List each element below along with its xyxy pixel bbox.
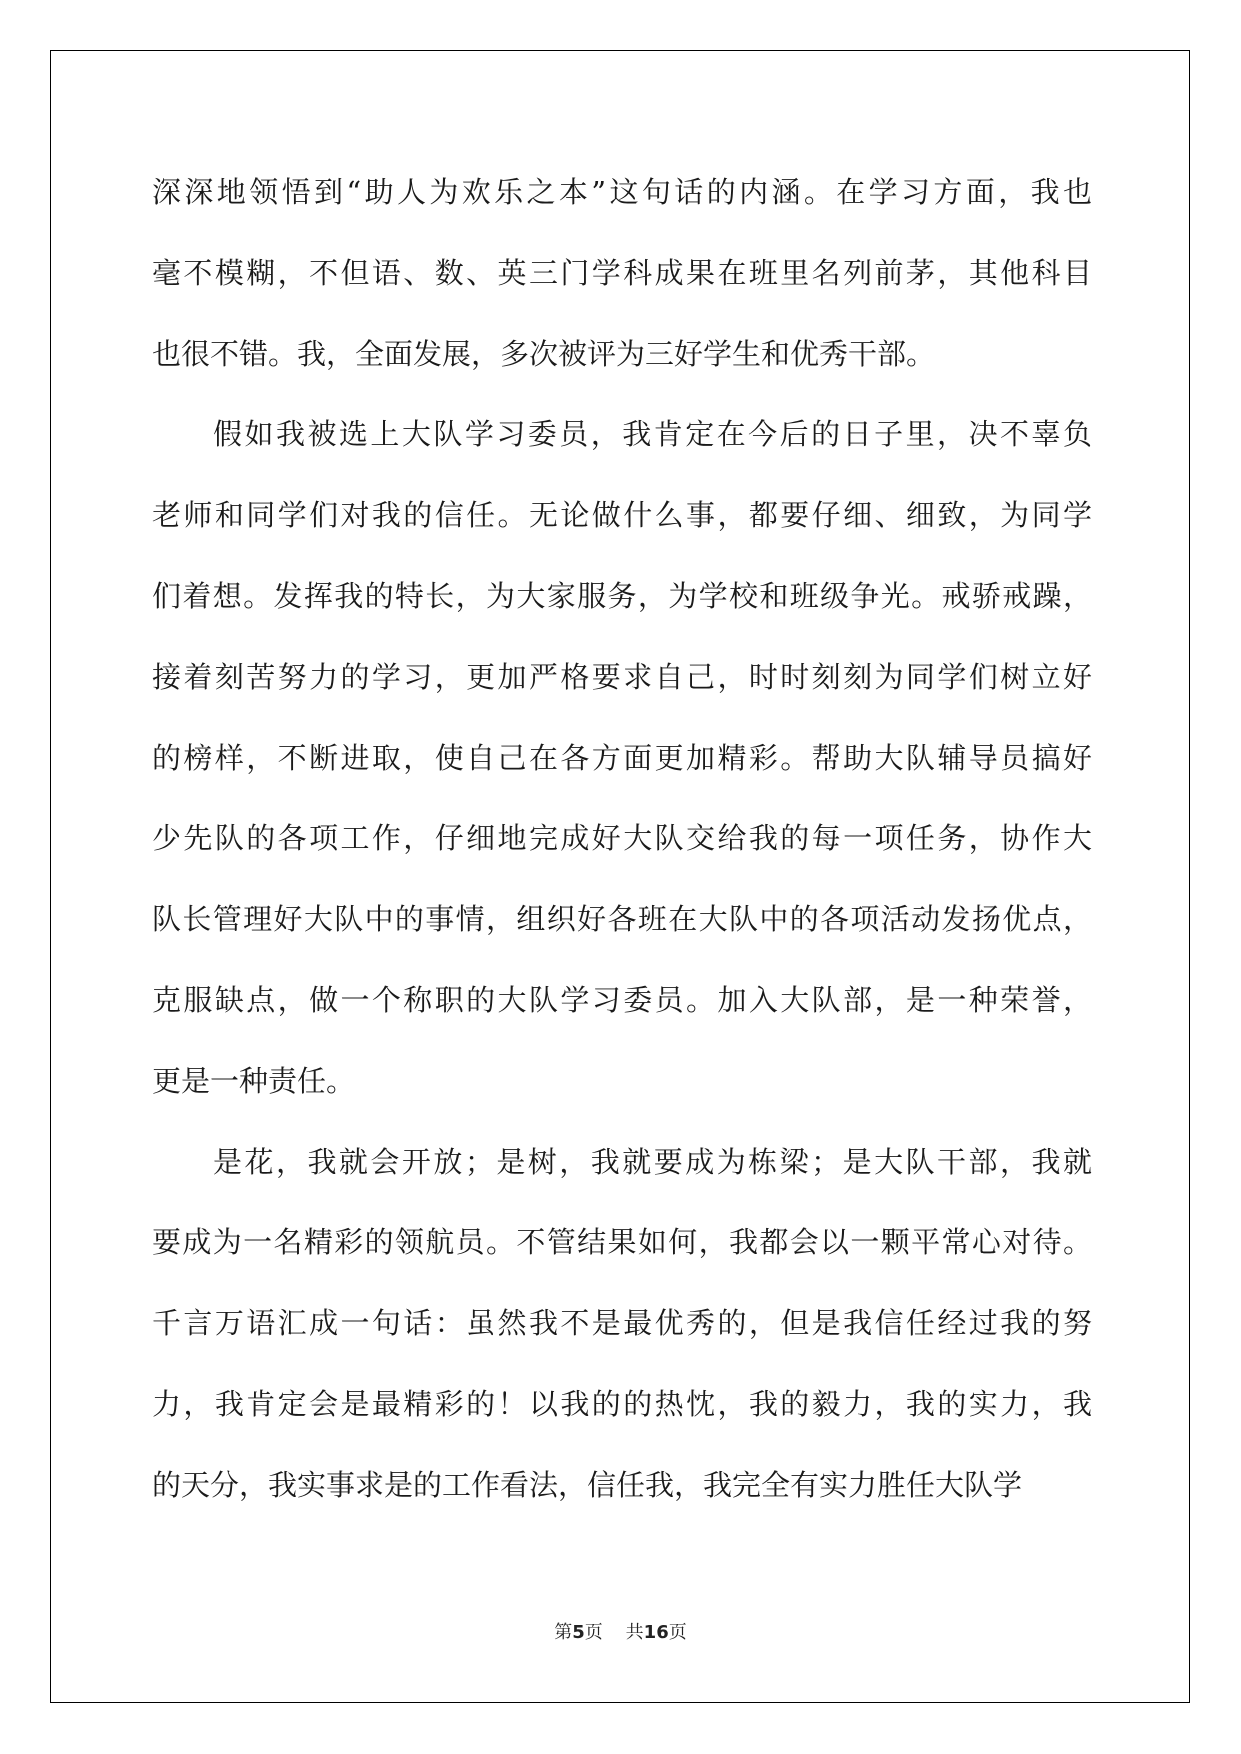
footer-total-suffix: 页 <box>668 1622 687 1643</box>
text-line: 力，我肯定会是最精彩的！以我的的热忱，我的毅力，我的实力，我 <box>152 1386 1092 1421</box>
body-text <box>152 165 1092 1539</box>
text-line: 队长管理好大队中的事情，组织好各班在大队中的各项活动发扬优点， <box>152 902 1092 937</box>
footer-total-prefix: 共 <box>625 1622 644 1643</box>
text-line: 少先队的各项工作，仔细地完成好大队交给我的每一项任务，协作大 <box>152 821 1092 856</box>
text-line: 要成为一名精彩的领航员。不管结果如何，我都会以一颗平常心对待。 <box>152 1225 1092 1260</box>
text-line: 接着刻苦努力的学习，更加严格要求自己，时时刻刻为同学们树立好 <box>152 659 1092 694</box>
page-footer <box>0 1618 1241 1644</box>
text-line: 深深地领悟到“助人为欢乐之本”这句话的内涵。在学习方面，我也 <box>152 175 1092 209</box>
text-line: 克服缺点，做一个称职的大队学习委员。加入大队部，是一种荣誉， <box>152 982 1092 1017</box>
footer-page-suffix: 页 <box>584 1622 603 1643</box>
text-line: 毫不模糊，不但语、数、英三门学科成果在班里名列前茅，其他科目 <box>152 255 1092 290</box>
text-line: 也很不错。我，全面发展，多次被评为三好学生和优秀干部。 <box>152 336 936 371</box>
footer-page-prefix: 第 <box>554 1622 573 1643</box>
text-line: 千言万语汇成一句话：虽然我不是最优秀的，但是我信任经过我的努 <box>152 1306 1092 1341</box>
text-line: 的天分，我实事求是的工作看法，信任我，我完全有实力胜任大队学 <box>152 1467 1023 1502</box>
text-line: 更是一种责任。 <box>152 1063 356 1098</box>
text-line: 假如我被选上大队学习委员，我肯定在今后的日子里，决不辜负 <box>213 417 1092 452</box>
footer-total-pages: 16 <box>643 1622 669 1643</box>
text-line: 的榜样，不断进取，使自己在各方面更加精彩。帮助大队辅导员搞好 <box>152 740 1092 775</box>
footer-page-number: 5 <box>572 1622 585 1643</box>
text-line: 老师和同学们对我的信任。无论做什么事，都要仔细、细致，为同学 <box>152 498 1092 533</box>
text-line: 们着想。发挥我的特长，为大家服务，为学校和班级争光。戒骄戒躁， <box>152 578 1092 613</box>
text-line: 是花，我就会开放；是树，我就要成为栋梁；是大队干部，我就 <box>213 1144 1092 1179</box>
